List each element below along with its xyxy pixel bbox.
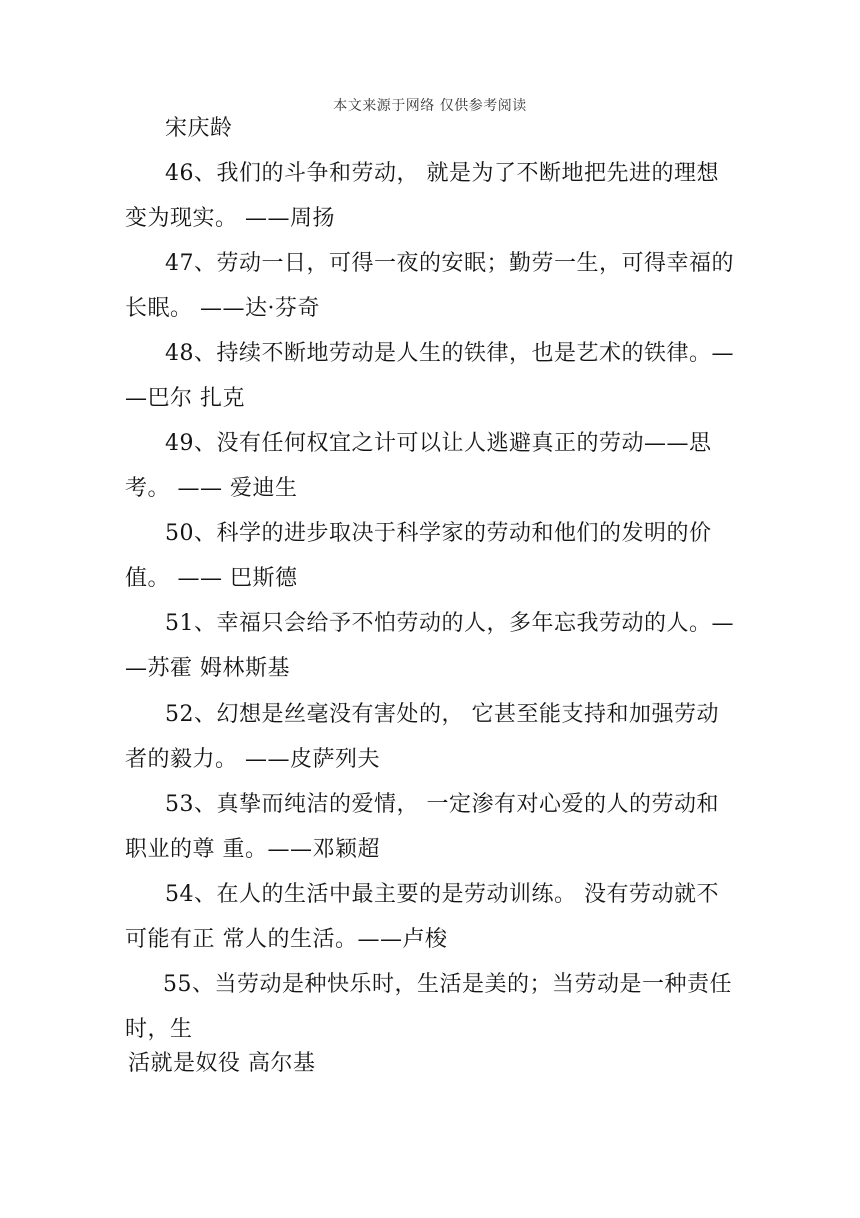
text-line: 职业的尊 重。——邓颖超: [125, 837, 380, 862]
text-line: 者的毅力。 ——皮萨列夫: [125, 747, 380, 772]
page-header: 本文来源于网络 仅供参考阅读: [333, 98, 527, 114]
text-line: 变为现实。 ——周扬: [125, 206, 335, 231]
text-line: 50、科学的进步取决于科学家的劳动和他们的发明的价: [165, 521, 712, 546]
text-line: 宋庆龄: [165, 116, 233, 141]
text-line: 49、没有任何权宜之计可以让人逃避真正的劳动——思: [165, 431, 712, 456]
text-line: 47、劳动一日，可得一夜的安眠；勤劳一生，可得幸福的: [165, 251, 734, 276]
text-line: 考。 —— 爱迪生: [125, 476, 298, 501]
text-line: 51、幸福只会给予不怕劳动的人，多年忘我劳动的人。—: [165, 611, 734, 636]
text-line: 时，生: [125, 1017, 193, 1042]
text-line: 长眠。 ——达·芬奇: [125, 296, 320, 321]
text-line: 48、持续不断地劳动是人生的铁律，也是艺术的铁律。—: [165, 341, 734, 366]
text-line: 46、我们的斗争和劳动， 就是为了不断地把先进的理想: [165, 161, 719, 186]
text-line: —巴尔 扎克: [125, 386, 245, 411]
text-line: 活就是奴役 高尔基: [128, 1051, 316, 1076]
text-line: 52、幻想是丝毫没有害处的， 它甚至能支持和加强劳动: [165, 702, 719, 727]
text-line: 55、当劳动是种快乐时，生活是美的；当劳动是一种责任: [163, 972, 732, 997]
text-line: —苏霍 姆林斯基: [125, 656, 290, 681]
text-line: 可能有正 常人的生活。——卢梭: [125, 927, 448, 952]
text-line: 53、真挚而纯洁的爱情， 一定渗有对心爱的人的劳动和: [165, 792, 719, 817]
text-line: 54、在人的生活中最主要的是劳动训练。 没有劳动就不: [165, 882, 719, 907]
text-line: 值。 —— 巴斯德: [125, 566, 298, 591]
